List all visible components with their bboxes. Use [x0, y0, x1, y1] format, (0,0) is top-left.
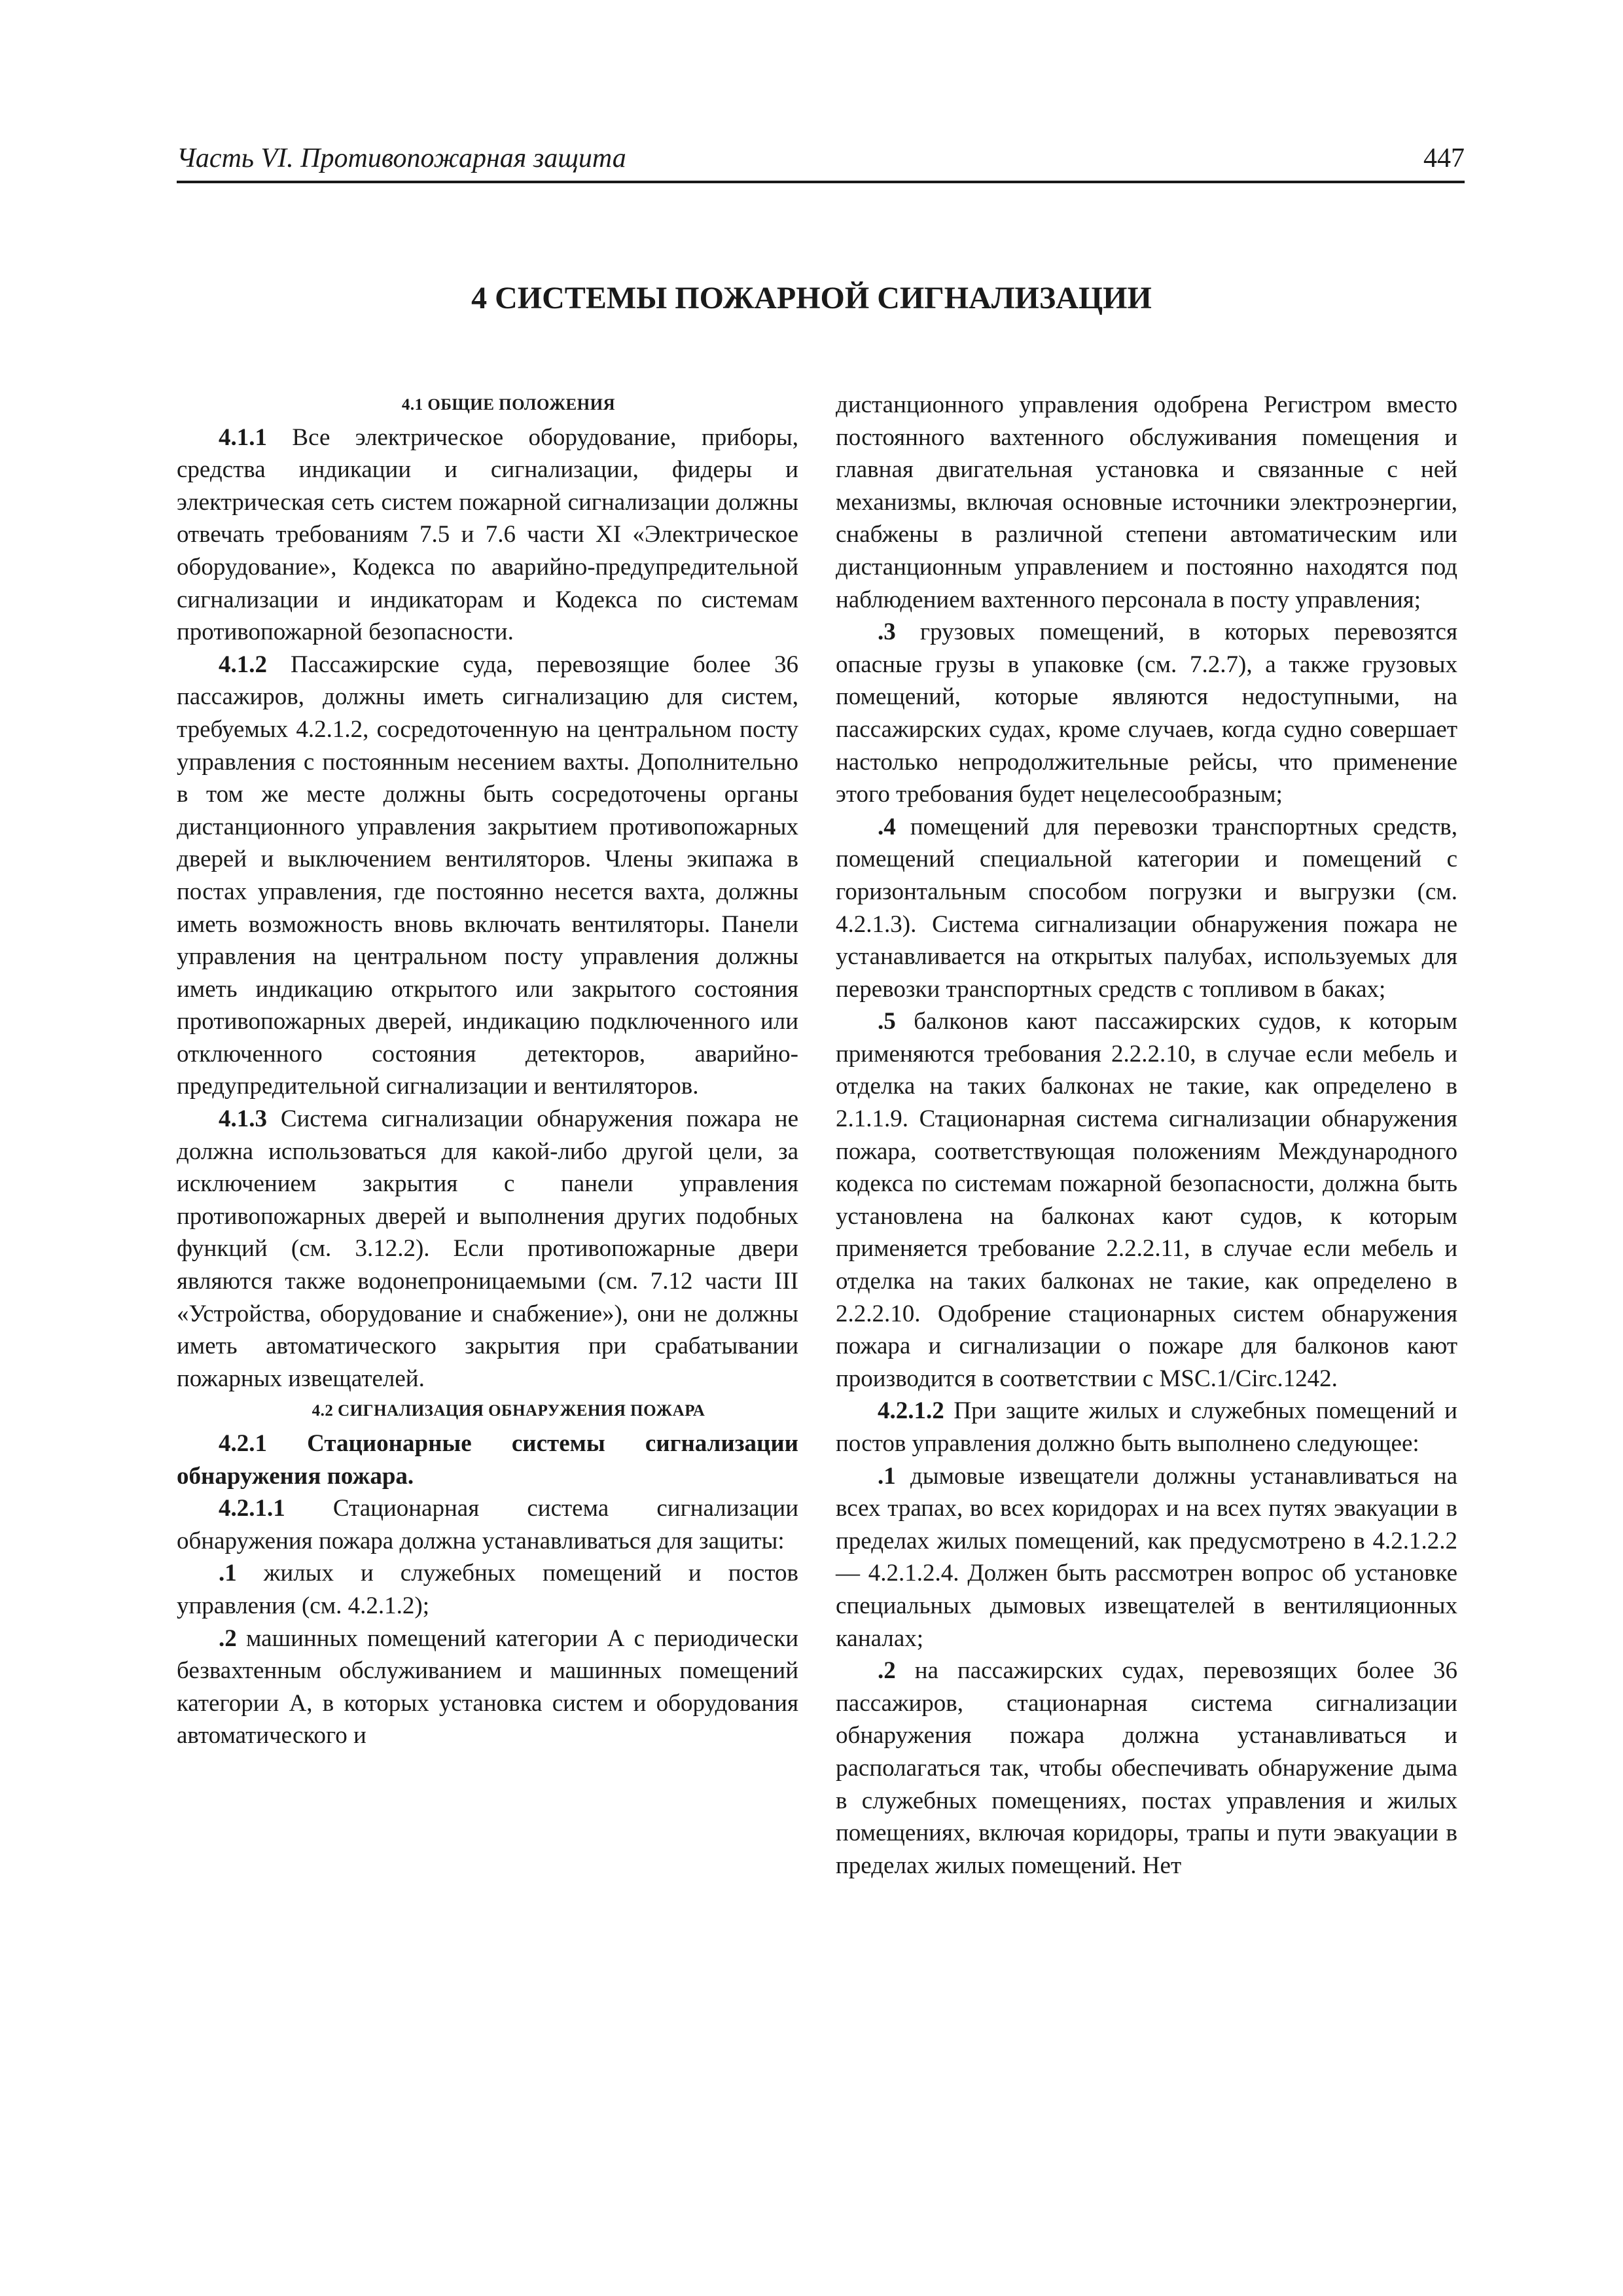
section-title-4-1: 4.1 ОБЩИЕ ПОЛОЖЕНИЯ: [401, 396, 616, 414]
paragraph-number: 4.2.1.1: [219, 1495, 285, 1522]
list-item-3: [836, 616, 1457, 811]
list-item-2: [177, 1623, 798, 1752]
paragraph-text: Система сигнализации обнаружения пожара не должна использоваться для какой-либо другой цели, за исключением закрытия с панели управления противопожарных дверей и выполнения других подобных функций (см. 3.12.2). Если противопожарные двери являются также водонепроницаемыми (см. 7.12 части III «Устройства, оборудование и снабжение»), они не должны иметь автоматического закрытия при срабатывании пожарных извещателей.: [177, 1105, 798, 1392]
page-number: 447: [1423, 143, 1465, 173]
paragraph-4-1-2: [177, 649, 798, 1103]
paragraph-number: 4.1.2: [219, 651, 267, 678]
paragraph-4-2-1-2: [836, 1395, 1457, 1460]
list-item-text: дымовые извещатели должны устанавливаться на всех трапах, во всех коридорах и на всех путях эвакуации в пределах жилых помещений, как предусмотрено в 4.2.1.2.2 — 4.2.1.2.4. Должен быть рассмотрен вопрос об установке специальных дымовых извещателей в вентиляционных каналах;: [836, 1462, 1458, 1652]
list-item-number: .2: [878, 1657, 896, 1685]
paragraph-text: При защите жилых и служебных помещений и постов управления должно быть выполнено следующее:: [836, 1397, 1457, 1457]
list-item-text: на пассажирских судах, перевозящих более 36 пассажиров, стационарная система сигнализации обнаружения пожара должна устанавливаться и располагаться так, чтобы обеспечивать обнаружение дыма в служебных помещениях, постах управления и жилых помещениях, включая коридоры, трапы и пути эвакуации в пределах жилых помещений. Нет: [836, 1657, 1458, 1879]
left-column: [177, 389, 798, 1752]
list-item-number: .3: [878, 619, 896, 646]
subsection-title-4-2-1: 4.2.1 Стационарные системы сигнализации обнаружения пожара.: [177, 1430, 798, 1490]
list-item-text: машинных помещений категории А с периодически безвахтенным обслуживанием и машинных помещений категории А, в которых установка систем и оборудования автоматического и: [177, 1624, 799, 1749]
list-item-number: .5: [878, 1008, 896, 1035]
list-item-text: жилых и служебных помещений и постов управления (см. 4.2.1.2);: [177, 1560, 799, 1619]
list-item-4: [836, 811, 1457, 1006]
list-item-1: [177, 1557, 798, 1622]
paragraph-text: Пассажирские суда, перевозящие более 36 пассажиров, должны иметь сигнализацию для систем, требуемых 4.2.1.2, сосредоточенную на центральном посту управления с постоянным несением вахты. Дополнительно в том же месте должны быть сосредоточены органы дистанционного управления закрытием противопожарных дверей и выключением вентиляторов. Члены экипажа в постах управления, где постоянно несется вахта, должны иметь возможность вновь включать вентиляторы. Панели управления на центральном посту управления должны иметь индикацию открытого или закрытого состояния противопожарных дверей, индикацию подключенного или отключенного состояния детекторов, аварийно-предупредительной сигнализации и вентиляторов.: [177, 651, 798, 1100]
list-item-text: грузовых помещений, в которых перевозятся опасные грузы в упаковке (см. 7.2.7), а также грузовых помещений, которые являются недоступными, на пассажирских судах, кроме случаев, когда судно совершает настолько непродолжительные рейсы, что применение этого требования будет нецелесообразным;: [836, 619, 1457, 808]
section-title-4-2: 4.2 СИГНАЛИЗАЦИЯ ОБНАРУЖЕНИЯ ПОЖАРА: [312, 1402, 705, 1420]
list-item-number: .4: [878, 813, 896, 840]
paragraph-number: 4.1.3: [219, 1105, 267, 1133]
sub-item-2: [836, 1655, 1457, 1882]
list-item-text: помещений для перевозки транспортных средств, помещений специальной категории и помещений с горизонтальным способом погрузки и выгрузки (см. 4.2.1.3). Система сигнализации обнаружения пожара не устанавливается на открытых палубах, используемых для перевозки транспортных средств с топливом в баках;: [836, 813, 1457, 1003]
list-item-number: .1: [219, 1560, 237, 1587]
sub-item-1: [836, 1460, 1457, 1655]
paragraph-4-2-1-1: [177, 1492, 798, 1557]
right-column: [836, 389, 1457, 1882]
paragraph-4-1-1: [177, 422, 798, 649]
chapter-title: 4 СИСТЕМЫ ПОЖАРНОЙ СИГНАЛИЗАЦИИ: [471, 281, 1152, 315]
list-item-number: .1: [878, 1462, 896, 1490]
paragraph-number: 4.1.1: [219, 423, 267, 451]
list-item-number: .2: [219, 1624, 237, 1652]
list-item-5: [836, 1005, 1457, 1395]
paragraph-text: Все электрическое оборудование, приборы, средства индикации и сигнализации, фидеры и электрическая сеть систем пожарной сигнализации должны отвечать требованиям 7.5 и 7.6 части XI «Электрическое оборудование», Кодекса по аварийно-предупредительной сигнализации и индикаторам и Кодекса по системам противопожарной безопасности.: [177, 423, 798, 646]
list-item-text: балконов кают пассажирских судов, к которым применяются требования 2.2.2.10, в случае если мебель и отделка на таких балконах не такие, как определено в 2.1.1.9. Стационарная система сигнализации обнаружения пожара, соответствующая положениям Международного кодекса по системам пожарной безопасности, должна быть установлена на балконах кают судов, к которым применяется требование 2.2.2.11, в случае если мебель и отделка на таких балконах не такие, как определено в 2.2.2.10. Одобрение стационарных систем обнаружения пожара и сигнализации о пожаре для балконов кают производится в соответствии с MSC.1/Circ.1242.: [836, 1008, 1457, 1392]
running-header: [177, 140, 1465, 183]
list-item-2-continuation: дистанционного управления одобрена Регистром вместо постоянного вахтенного обслуживания помещения и главная двигательная установка и связанные с ней механизмы, включая основные источники электроэнергии, снабжены в различной степени автоматическим или дистанционным управлением и постоянно находятся под наблюдением вахтенного персонала в посту управления;: [836, 391, 1457, 613]
paragraph-number: 4.2.1.2: [878, 1397, 944, 1425]
paragraph-4-1-3: [177, 1103, 798, 1395]
paragraph-text: Стационарная система сигнализации обнаружения пожара должна устанавливаться для защиты:: [177, 1495, 798, 1554]
running-title: Часть VI. Противопожарная защита: [177, 143, 626, 173]
